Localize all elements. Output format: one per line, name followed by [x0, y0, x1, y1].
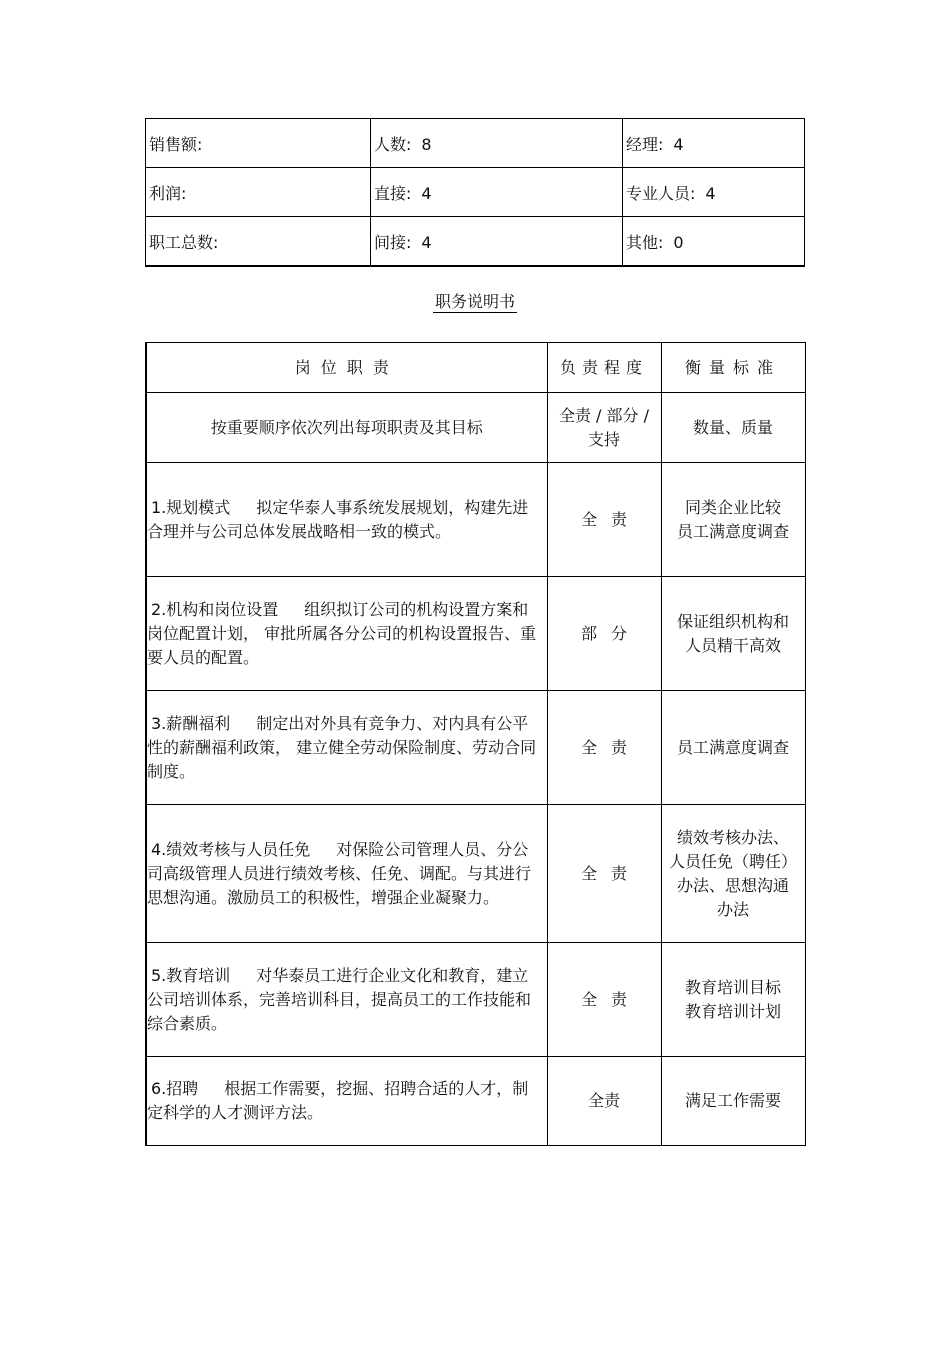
duty-degree: 全责	[547, 691, 661, 805]
duty-name: 招聘	[166, 1079, 199, 1098]
header-degree: 负责程度	[547, 343, 661, 393]
duty-name: 机构和岗位设置	[166, 599, 279, 619]
summary-cell-total-staff: 职工总数:	[146, 217, 371, 267]
duty-standard: 绩效考核办法、 人员任免（聘任） 办法、思想沟通 办法	[661, 805, 805, 943]
summary-row	[146, 168, 805, 217]
duty-row	[146, 463, 805, 577]
summary-cell-indirect: 间接: 4	[371, 217, 623, 267]
duty-standard: 教育培训目标 教育培训计划	[661, 943, 805, 1057]
duty-description: 3.薪酬福利 制定出对外具有竞争力、对内具有公平性的薪酬福利政策， 建立健全劳动保险制度、劳动合同制度。	[146, 691, 547, 805]
duty-name: 绩效考核与人员任免	[166, 839, 311, 859]
duty-table-header-row	[146, 343, 805, 393]
duty-description: 1.规划模式 拟定华泰人事系统发展规划，构建先进合理并与公司总体发展战略相一致的模式。	[146, 463, 547, 577]
summary-cell-professional: 专业人员: 4	[623, 168, 805, 217]
subheader-duty: 按重要顺序依次列出每项职责及其目标	[146, 393, 547, 463]
duty-degree: 全责	[547, 943, 661, 1057]
duty-description: 6.招聘 根据工作需要，挖掘、招聘合适的人才，制定科学的人才测评方法。	[146, 1057, 547, 1146]
duty-name: 规划模式	[166, 497, 231, 517]
duty-row	[146, 943, 805, 1057]
subheader-degree: 全责 / 部分 / 支持	[547, 393, 661, 463]
duty-degree: 部分	[547, 577, 661, 691]
duty-description: 4.绩效考核与人员任免 对保险公司管理人员、分公司高级管理人员进行绩效考核、任免、调配。与其进行思想沟通。激励员工的积极性，增强企业凝聚力。	[146, 805, 547, 943]
duty-row	[146, 691, 805, 805]
duty-row	[146, 1057, 805, 1146]
summary-row	[146, 217, 805, 267]
duty-table-subheader-row	[146, 393, 805, 463]
document-title-text: 职务说明书	[434, 292, 515, 311]
duty-row	[146, 805, 805, 943]
duty-name: 教育培训	[166, 965, 231, 985]
header-duty: 岗位职责	[146, 343, 547, 393]
summary-cell-direct: 直接: 4	[371, 168, 623, 217]
summary-cell-profit: 利润:	[146, 168, 371, 217]
duty-name: 薪酬福利	[166, 713, 231, 733]
subheader-standard: 数量、质量	[661, 393, 805, 463]
document-title	[0, 290, 950, 314]
duty-description: 5.教育培训 对华泰员工进行企业文化和教育，建立公司培训体系，完善培训科目，提高员工的工作技能和综合素质。	[146, 943, 547, 1057]
duty-row	[146, 577, 805, 691]
summary-cell-sales: 销售额:	[146, 119, 371, 168]
summary-cell-other: 其他: 0	[623, 217, 805, 267]
summary-cell-headcount: 人数: 8	[371, 119, 623, 168]
duty-standard: 保证组织机构和 人员精干高效	[661, 577, 805, 691]
summary-table	[145, 118, 805, 267]
duty-degree: 全责	[547, 463, 661, 577]
duty-standard: 员工满意度调查	[661, 691, 805, 805]
duty-degree: 全责	[547, 1057, 661, 1146]
duty-standard: 同类企业比较 员工满意度调查	[661, 463, 805, 577]
header-standard: 衡量标准	[661, 343, 805, 393]
summary-row	[146, 119, 805, 168]
duty-table	[145, 342, 806, 1146]
duty-description: 2.机构和岗位设置 组织拟订公司的机构设置方案和岗位配置计划， 审批所属各分公司的机构设置报告、重要人员的配置。	[146, 577, 547, 691]
duty-degree: 全责	[547, 805, 661, 943]
summary-cell-manager: 经理: 4	[623, 119, 805, 168]
duty-standard: 满足工作需要	[661, 1057, 805, 1146]
